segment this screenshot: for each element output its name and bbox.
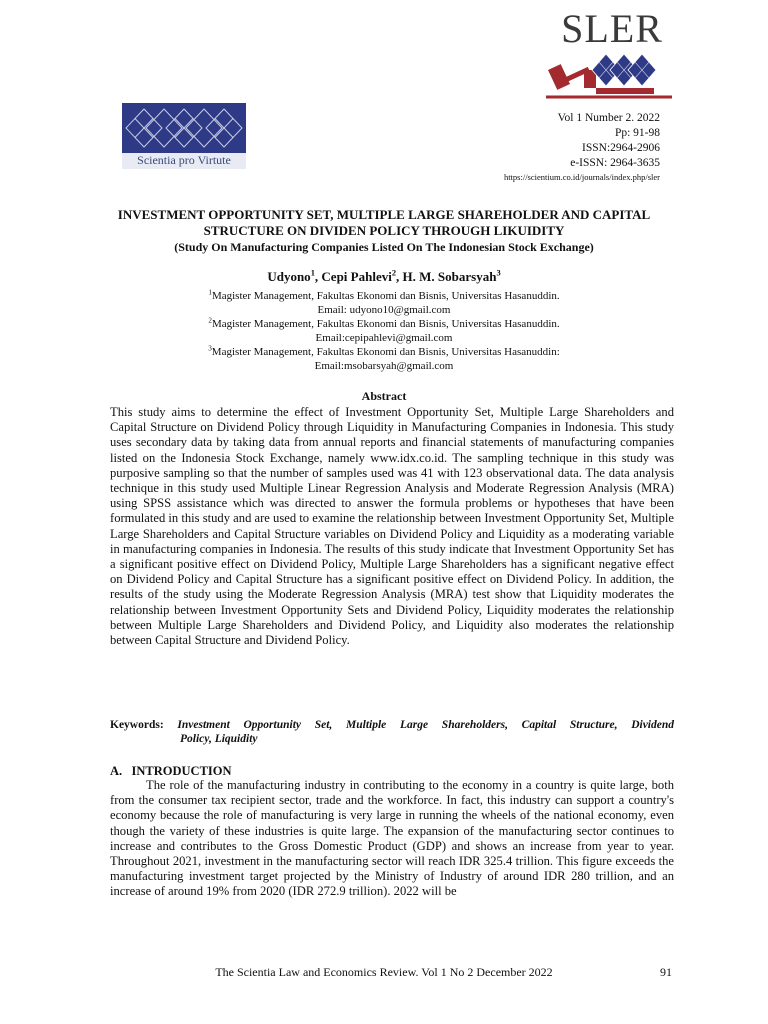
author-sup: 1 (310, 267, 315, 278)
eissn: e-ISSN: 2964-3635 (570, 157, 660, 169)
paper-subtitle: (Study On Manufacturing Companies Listed On The Indonesian Stock Exchange) (174, 240, 594, 254)
keywords-values: Investment Opportunity Set, Multiple Large Shareholders, Capital Structure, Dividend (177, 719, 675, 731)
author-separator: , (314, 269, 322, 284)
abstract-heading: Abstract (361, 389, 407, 403)
journal-meta (504, 111, 660, 183)
journal-url[interactable]: https://scientium.co.id/journals/index.php/sler (503, 172, 660, 182)
author-email-3[interactable]: Email:msobarsyah@gmail.com (314, 360, 454, 372)
author-sup: 2 (391, 267, 397, 278)
author-name: H. M. Sobarsyah (402, 269, 497, 284)
affiliation-3 (0, 346, 768, 359)
author-email-2[interactable]: Email:cepipahlevi@gmail.com (315, 332, 453, 344)
affiliation-text: Magister Management, Fakultas Ekonomi dan Bisnis, Universitas Hasanuddin. (211, 290, 560, 302)
paper-title-line-1: INVESTMENT OPPORTUNITY SET, MULTIPLE LARGE SHAREHOLDER AND CAPITAL (117, 207, 651, 222)
paper-title-line-2: STRUCTURE ON DIVIDEN POLICY THROUGH LIKUIDITY (203, 223, 565, 238)
author-name: Udyono (267, 269, 311, 284)
keywords-line-2: Policy, Liquidity (180, 733, 258, 745)
issn: ISSN:2964-2906 (582, 142, 660, 154)
introduction-body: The role of the manufacturing industry in contributing to the economy in a country is quite large, both from the consumer tax recipient sector, trade and the workforce. In fact, this industry can support a country's economy because the role of manufacturing is very large in running the wheels of the national economy, even though the variety of these industries is quite large. The expansion of the manufacturing sector continues to increase and contributes to the Gross Domestic Product (GDP) and shows an increase from year to year. Throughout 2021, investment in the manufacturing sector will reach IDR 325.4 trillion. This figure exceeds the manufacturing investment target projected by the Ministry of Industry of around IDR 280 trillion, and an increase of around 19% from 2020 (IDR 272.9 trillion). 2022 will be (110, 778, 674, 899)
author-email-1[interactable]: Email: udyono10@gmail.com (317, 304, 451, 316)
affiliation-sup: 1 (208, 288, 212, 297)
author-name: Cepi Pahlevi (321, 269, 392, 284)
volume-info: Vol 1 Number 2. 2022 (557, 112, 660, 124)
keywords-line-1 (110, 718, 674, 732)
pages-info: Pp: 91-98 (614, 127, 660, 139)
affiliation-sup: 2 (208, 316, 212, 325)
footer-citation: The Scientia Law and Economics Review. Vol 1 No 2 December 2022 (215, 965, 553, 979)
abstract-body: This study aims to determine the effect of Investment Opportunity Set, Multiple Large Shareholders and Capital Structure on Dividend Policy through Liquidity in Manufacturing Companies in Indonesia. This study uses secondary data by taking data from annual reports and financial statements of manufacturing companies listed on the Indonesia Stock Exchange, namely www.idx.co.id. The sampling technique in this study was purposive sampling so that the number of samples used was 41 with 123 observational data. The data analysis technique in this study used Multiple Linear Regression Analysis and Moderate Regression Analysis (MRA) using SPSS assistance which was directed to answer the formula problems or hypotheses that have been formulated in this study and are used to examine the relationship between Investment Opportunity Set, Multiple Large Shareholders and Capital Structure variables on Dividend Policy and Liquidity as a moderating variable in manufacturing companies in Indonesia. The results of this study indicate that Investment Opportunity Set has a significant positive effect on Dividend Policy, Multiple Large Shareholders has a significant negative effect on Dividend Policy and Capital Structure has a significant positive effect on Dividend Policy. In addition, the results of the study using the Moderate Regression Analysis (MRA) test show that Liquidity moderates the relationship between Investment Opportunity Sets and Dividend Policy, Liquidity moderates the relationship between Multiple Large Shareholders and Dividend Policy, and Liquidity also moderates the relationship between Capital Structure and Dividend Policy. (110, 405, 674, 648)
author-list (0, 268, 768, 285)
author-sup: 3 (496, 267, 501, 278)
keywords-label: Keywords: (110, 719, 164, 731)
journal-logo-text: SLER (561, 6, 663, 51)
page-number: 91 (660, 965, 672, 979)
affiliation-text: Magister Management, Fakultas Ekonomi dan Bisnis, Universitas Hasanuddin: (211, 346, 560, 358)
affiliation-text: Magister Management, Fakultas Ekonomi dan Bisnis, Universitas Hasanuddin. (211, 318, 560, 330)
section-heading-introduction: A. INTRODUCTION (110, 764, 232, 778)
gavel-diamond-icon (546, 48, 672, 102)
publisher-logo-caption: Scientia pro Virtute (137, 153, 231, 167)
affiliation-1 (0, 290, 768, 303)
affiliation-2 (0, 318, 768, 331)
affiliation-sup: 3 (208, 344, 212, 353)
author-separator: , (396, 269, 403, 284)
keywords (110, 718, 674, 746)
